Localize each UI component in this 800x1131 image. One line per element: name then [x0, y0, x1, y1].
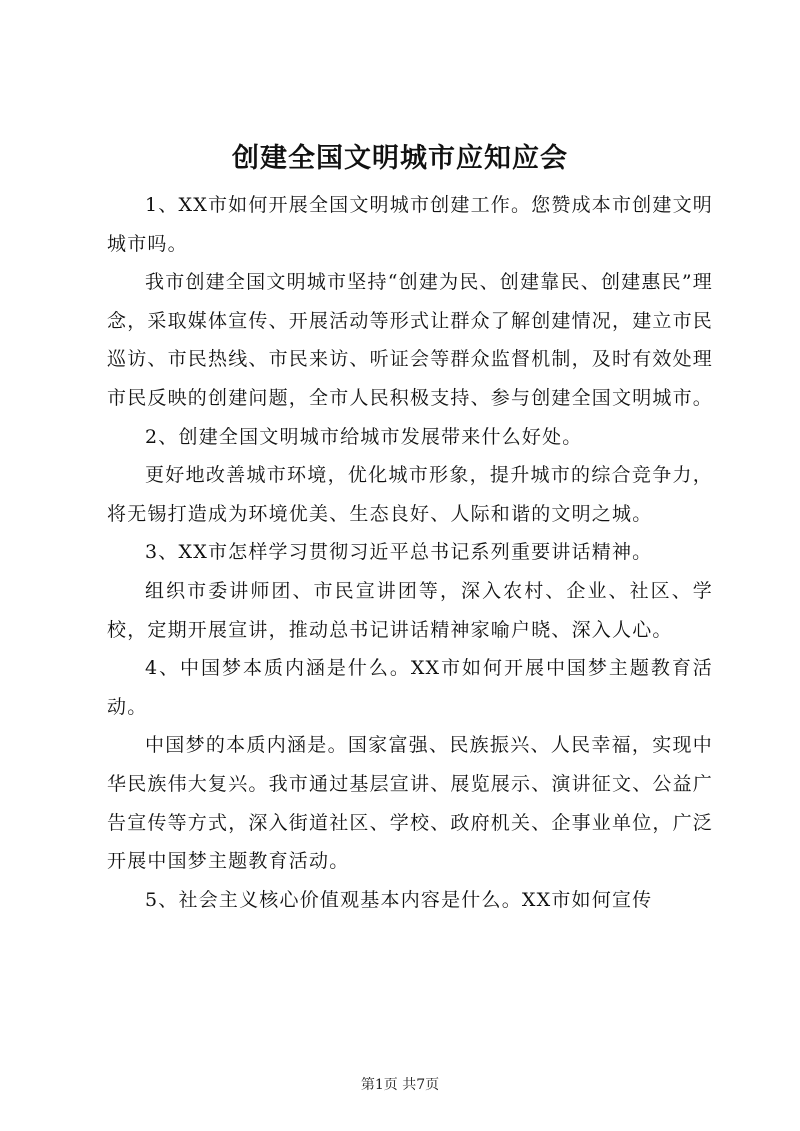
paragraph-question-1: 1、XX市如何开展全国文明城市创建工作。您赞成本市创建文明城市吗。	[107, 194, 713, 255]
paragraph-question-5: 5、社会主义核心价值观基本内容是什么。XX市如何宣传	[145, 888, 653, 911]
paragraph-answer-3: 组织市委讲师团、市民宣讲团等，深入农村、企业、社区、学校，定期开展宣讲，推动总书记讲话精神家喻户晓、深入人心。	[107, 579, 713, 641]
paragraph-question-2: 2、创建全国文明城市给城市发展带来什么好处。	[145, 425, 583, 448]
paragraph-question-3: 3、XX市怎样学习贯彻习近平总书记系列重要讲话精神。	[145, 541, 653, 564]
paragraph-answer-1: 我市创建全国文明城市坚持“创建为民、创建靠民、创建惠民”理念，采取媒体宣传、开展活动等形式让群众了解创建情况，建立市民巡访、市民热线、市民来访、听证会等群众监督机制，及时有效处理市民反映的创建问题，全市人民积极支持、参与创建全国文明城市。	[107, 271, 714, 409]
page-number-footer: 第1页 共7页	[360, 1077, 440, 1093]
document-title: 创建全国文明城市应知应会	[232, 143, 568, 174]
document-body	[107, 186, 713, 919]
paragraph-question-4: 4、中国梦本质内涵是什么。XX市如何开展中国梦主题教育活动。	[107, 657, 713, 718]
paragraph-answer-4: 中国梦的本质内涵是。国家富强、民族振兴、人民幸福，实现中华民族伟大复兴。我市通过基层宣讲、展览展示、演讲征文、公益广告宣传等方式，深入街道社区、学校、政府机关、企事业单位，广泛开展中国梦主题教育活动。	[107, 734, 714, 873]
paragraph-answer-2: 更好地改善城市环境，优化城市形象，提升城市的综合竞争力，将无锡打造成为环境优美、生态良好、人际和谐的文明之城。	[107, 464, 713, 525]
